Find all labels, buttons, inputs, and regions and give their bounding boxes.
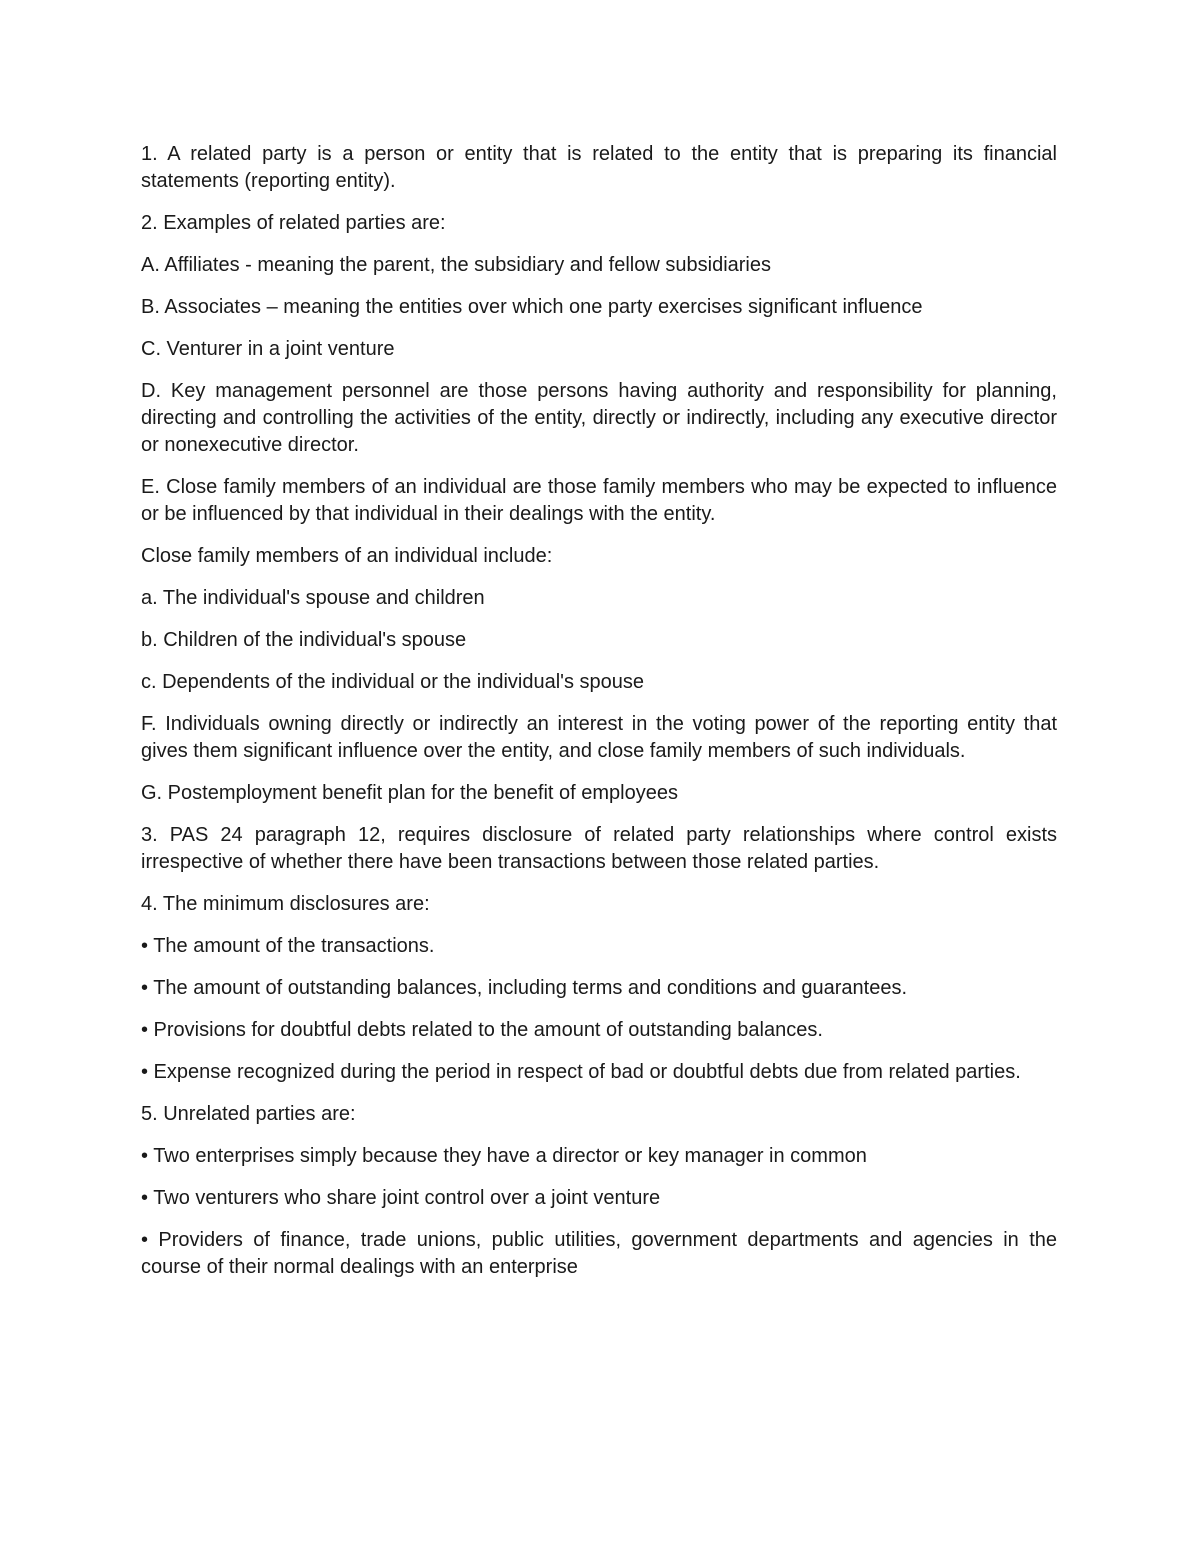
paragraph-venturer: C. Venturer in a joint venture	[141, 338, 395, 360]
paragraph-postemployment: G. Postemployment benefit plan for the benefit of employees	[141, 782, 678, 804]
bullet-expense-recognized: • Expense recognized during the period in respect of bad or doubtful debts due from related parties.	[141, 1061, 1021, 1083]
bullet-providers-of-finance: • Providers of finance, trade unions, public utilities, government departments and agencies in the course of their normal dealings with an enterprise	[141, 1229, 1057, 1278]
bullet-two-enterprises: • Two enterprises simply because they have a director or key manager in common	[141, 1145, 867, 1167]
paragraph-children-of-spouse: b. Children of the individual's spouse	[141, 629, 467, 651]
paragraph-close-family-include: Close family members of an individual include:	[141, 545, 553, 567]
paragraph-minimum-disclosures: 4. The minimum disclosures are:	[141, 893, 430, 915]
bullet-outstanding-balances: • The amount of outstanding balances, including terms and conditions and guarantees.	[141, 977, 908, 999]
paragraph-spouse-children: a. The individual's spouse and children	[141, 587, 485, 609]
bullet-amount-transactions: • The amount of the transactions.	[141, 935, 435, 957]
paragraph-associates: B. Associates – meaning the entities over which one party exercises significant influence	[141, 296, 923, 318]
paragraph-dependents: c. Dependents of the individual or the individual's spouse	[141, 671, 645, 693]
paragraph-key-management: D. Key management personnel are those persons having authority and responsibility for planning, directing and controlling the activities of the entity, directly or indirectly, including any executive director or nonexecutive director.	[141, 380, 1057, 456]
paragraph-individuals-owning: F. Individuals owning directly or indirectly an interest in the voting power of the reporting entity that gives them significant influence over the entity, and close family members of such individuals.	[141, 713, 1057, 762]
paragraph-unrelated-parties: 5. Unrelated parties are:	[141, 1103, 356, 1125]
bullet-doubtful-debts: • Provisions for doubtful debts related to the amount of outstanding balances.	[141, 1019, 823, 1041]
paragraph-related-party-definition: 1. A related party is a person or entity that is related to the entity that is preparing its financial statements (reporting entity).	[141, 143, 1057, 192]
paragraph-affiliates: A. Affiliates - meaning the parent, the subsidiary and fellow subsidiaries	[141, 254, 771, 276]
paragraph-examples-heading: 2. Examples of related parties are:	[141, 212, 446, 234]
bullet-two-venturers: • Two venturers who share joint control over a joint venture	[141, 1187, 661, 1209]
paragraph-pas24: 3. PAS 24 paragraph 12, requires disclosure of related party relationships where control exists irrespective of whether there have been transactions between those related parties.	[141, 824, 1057, 873]
document-body	[141, 141, 1057, 1296]
paragraph-close-family: E. Close family members of an individual are those family members who may be expected to influence or be influenced by that individual in their dealings with the entity.	[141, 476, 1057, 525]
